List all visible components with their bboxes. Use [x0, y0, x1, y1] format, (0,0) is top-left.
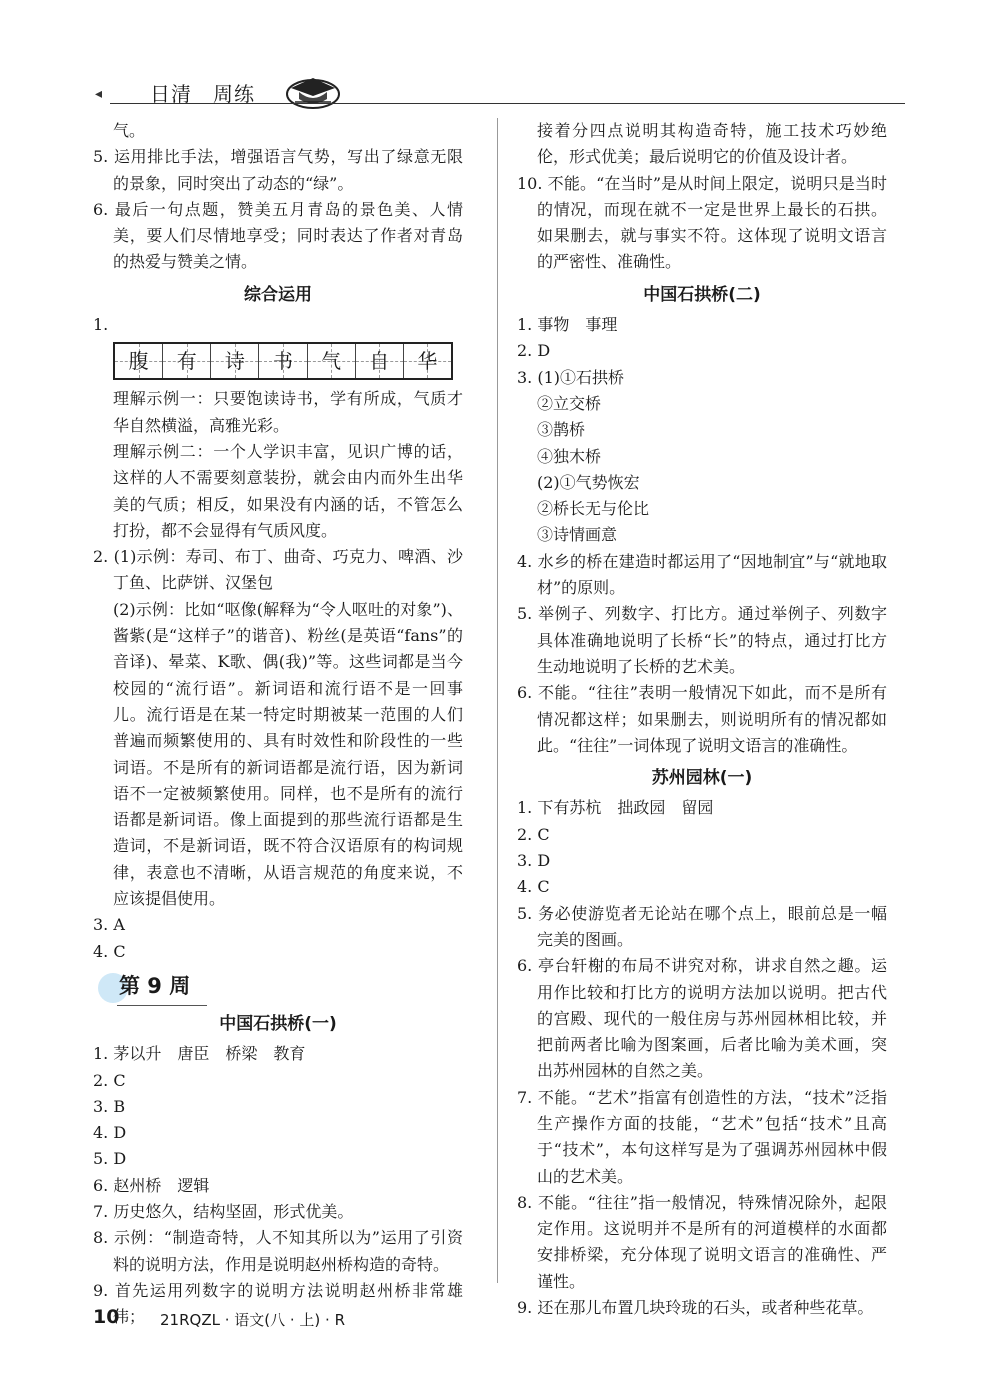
grid-cell: 气 [308, 344, 356, 378]
answer-item: 1. 下有苏杭 拙政园 留园 [517, 798, 714, 818]
section-heading-stone-bridge-1: 中国石拱桥(一) [219, 1013, 337, 1034]
book-code: 21RQZL · 语文(八 · 上) · R [160, 1311, 345, 1329]
answer-item: 6. 不能。“往往”表明一般情况下如此，而不是所有情况都这样；如果删去，则说明所有的情况都如此。“往往”一词体现了说明文语言的准确性。 [517, 683, 887, 755]
left-bottom-block [93, 1041, 463, 1330]
answer-item: 3. A [93, 915, 125, 935]
answer-item: 气。 [113, 121, 146, 140]
right-bottom-block [517, 795, 887, 1321]
grid-cell: 诗 [211, 344, 259, 378]
grid-cell: 有 [163, 344, 211, 378]
answer-item: 9. 首先运用列数字的说明方法说明赵州桥非常雄伟； [93, 1280, 463, 1327]
answer-item: 1. 茅以升 唐臣 桥梁 教育 [93, 1044, 306, 1064]
answer-item: 6. 最后一句点题，赞美五月青岛的景色美、人情美，要人们尽情地享受；同时表达了作者对青岛的热爱与赞美之情。 [93, 199, 463, 272]
answer-item: ④独木桥 [537, 446, 602, 466]
left-mid-block [93, 386, 463, 965]
column-divider [497, 118, 498, 1283]
answer-item: ③鹊桥 [537, 420, 586, 440]
grid-cell: 腹 [115, 344, 163, 378]
answer-item: 5. 运用排比手法，增强语言气势，写出了绿意无限的景象，同时突出了动态的“绿”。 [93, 147, 463, 193]
calligraphy-grid [113, 342, 453, 380]
grid-cell: 书 [259, 344, 307, 378]
grid-cell: 自 [356, 344, 404, 378]
week-rule [117, 1005, 207, 1006]
answer-item: 5. 务必使游览者无论站在哪个点上，眼前总是一幅完美的图画。 [517, 903, 887, 949]
section-heading-comprehensive: 综合运用 [244, 284, 312, 305]
right-column [517, 118, 887, 1321]
answer-item: 8. 不能。“往往”指一般情况，特殊情况除外，起限定作用。这说明并不是所有的河道模样的水面都安排桥梁，充分体现了说明文语言的准确性、严谨性。 [517, 1192, 887, 1291]
answer-item: 2. C [517, 824, 550, 844]
answer-item: 2. (1)示例：寿司、布丁、曲奇、巧克力、啤酒、沙丁鱼、比萨饼、汉堡包 [93, 547, 463, 593]
section-heading-suzhou-gardens-1: 苏州园林(一) [651, 768, 753, 789]
answer-item: 3. D [517, 851, 551, 871]
week-label: 第 9 周 [119, 973, 191, 998]
question-1-label: 1. [93, 315, 109, 335]
answer-item: (2)①气势恢宏 [537, 472, 640, 492]
answer-item: 3. (1)①石拱桥 [517, 367, 625, 387]
answer-item: 6. 亭台轩榭的布局不讲究对称，讲求自然之趣。运用作比较和打比方的说明方法加以说明。把古代的宫殿、现代的一般住房与苏州园林相比较，并把前两者比喻为图案画，后者比喻为美术画，突出苏州园林的自然之美。 [517, 956, 887, 1081]
answer-item: 6. 赵州桥 逻辑 [93, 1175, 210, 1195]
answer-item: 3. B [93, 1096, 126, 1116]
grid-cell: 华 [404, 344, 451, 378]
answer-item: 4. C [517, 877, 550, 897]
page-header [95, 72, 905, 112]
header-rule [110, 103, 905, 104]
answer-item: 7. 不能。“艺术”指富有创造性的方法，“技术”泛指生产操作方面的技能，“艺术”包括“技术”且高于“技术”，本句这样写是为了强调苏州园林中假山的艺术美。 [517, 1087, 887, 1186]
right-top-block [517, 118, 887, 276]
answer-item: 理解示例二：一个人学识丰富，见识广博的话，这样的人不需要刻意装扮，就会由内而外生出华美的气质；相反，如果没有内涵的话，不管怎么打扮，都不会显得有气质风度。 [113, 441, 463, 540]
section-heading-stone-bridge-2: 中国石拱桥(二) [643, 284, 761, 305]
week-banner [93, 971, 463, 1005]
arrow-left-icon: ◂ [95, 86, 103, 102]
answer-item: 8. 示例：“制造奇特，人不知其所以为”运用了引资料的说明方法，作用是说明赵州桥构造的奇特。 [93, 1228, 463, 1274]
page-number: 10 [93, 1306, 120, 1328]
answer-item: ②立交桥 [537, 393, 602, 413]
answer-item: 4. 水乡的桥在建造时都运用了“因地制宜”与“就地取材”的原则。 [517, 551, 887, 598]
graduation-cap-logo-icon [283, 72, 343, 110]
answer-item: 4. C [93, 941, 126, 961]
answer-item: 理解示例一：只要饱读诗书，学有所成，气质才华自然横溢，高雅光彩。 [113, 389, 463, 435]
answer-item: 5. D [93, 1149, 127, 1169]
answer-item: 10. 不能。“在当时”是从时间上限定，说明只是当时的情况，而现在就不一定是世界上最长的石拱。如果删去，就与事实不符。这体现了说明文语言的严密性、准确性。 [517, 173, 887, 272]
answer-item: ②桥长无与伦比 [537, 499, 650, 519]
answer-item: 5. 举例子、列数字、打比方。通过举例子、列数字具体准确地说明了长桥“长”的特点，通过打比方生动地说明了长桥的艺术美。 [517, 604, 887, 676]
answer-item: ③诗情画意 [537, 525, 618, 545]
answer-item: 4. D [93, 1123, 127, 1143]
answer-item: 2. C [93, 1070, 126, 1090]
header-title: 日清 周练 [150, 82, 255, 106]
answer-item: 接着分四点说明其构造奇特，施工技术巧妙绝伦，形式优美；最后说明它的价值及设计者。 [537, 121, 887, 167]
answer-item: 7. 历史悠久，结构坚固，形式优美。 [93, 1201, 354, 1221]
left-top-block [93, 118, 463, 276]
answer-item: 1. 事物 事理 [517, 315, 618, 335]
answer-item: 9. 还在那儿布置几块玲珑的石头，或者种些花草。 [517, 1298, 874, 1318]
left-column [93, 118, 463, 1330]
answer-item: (2)示例：比如“呕像(解释为“令人呕吐的对象”)、酱紫(是“这样子”的谐音)、粉丝(是英语“fans”的音译)、晕菜、K歌、偶(我)”等。这些词都是当今校园的“流行语”。新词语和流行语不是一回事儿。流行语是在某一特定时期被某一范围的人们普遍而频繁使用的、具有时效性和阶段性的一些词语。不是所有的新词语都是流行语，因为新词语不一定被频繁使用。同样，也不是所有的流行语都是新词语。像上面提到的那些流行语都是生造词，不是新词语，既不符合汉语原有的构词规律，表意也不清晰，从语言规范的角度来说，不应该提倡使用。 [113, 599, 463, 909]
answer-item: 2. D [517, 341, 551, 361]
page-footer [93, 1306, 345, 1329]
right-mid-block [517, 312, 887, 759]
